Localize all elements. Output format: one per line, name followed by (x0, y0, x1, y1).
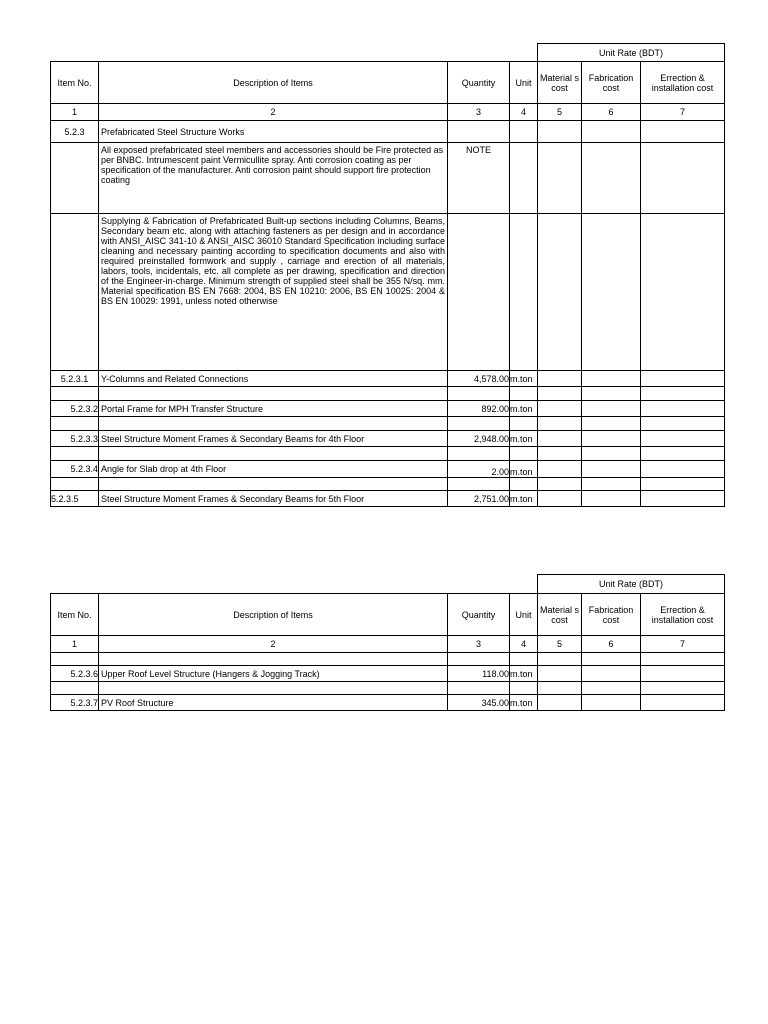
item-description: Steel Structure Moment Frames & Secondary Beams for 5th Floor (99, 491, 448, 507)
note-label: NOTE (448, 143, 510, 214)
table-row (51, 401, 725, 417)
description-header: Description of Items (99, 594, 448, 636)
unit-header: Unit (510, 62, 538, 104)
item-description: Steel Structure Moment Frames & Secondary Beams for 4th Floor (99, 431, 448, 447)
item-unit: m.ton (510, 371, 538, 387)
note-text: All exposed prefabricated steel members and accessories should be Fire protected as per BNBC. Intrumescent paint Vermicullite spray. Anti corrosion coating as per specification of the manufacturer. Anti corrosion paint should support fire protection coating (99, 143, 448, 214)
fabrication-cost-header: Fabrication cost (582, 594, 641, 636)
column-number-row (51, 104, 725, 121)
blank-row (51, 478, 725, 491)
column-header-row (51, 594, 725, 636)
item-quantity: 118.00 (448, 666, 510, 682)
item-no: 5.2.3.1 (51, 371, 99, 387)
item-unit: m.ton (510, 401, 538, 417)
blank-row (51, 387, 725, 401)
item-description: Upper Roof Level Structure (Hangers & Jogging Track) (99, 666, 448, 682)
item-unit: m.ton (510, 431, 538, 447)
unit-rate-header-row (51, 44, 725, 62)
specification-row (51, 214, 725, 371)
item-quantity: 2.00 (448, 461, 510, 478)
fabrication-cost-header: Fabrication cost (582, 62, 641, 104)
section-row (51, 121, 725, 143)
materials-cost-header: Material s cost (538, 594, 582, 636)
item-no: 5.2.3.3 (51, 431, 99, 447)
col-number: 6 (582, 104, 641, 121)
erection-cost-header: Errection & installation cost (641, 594, 725, 636)
table-row (51, 666, 725, 682)
item-no: 5.2.3.6 (51, 666, 99, 682)
col-number: 4 (510, 636, 538, 653)
col-number: 7 (641, 104, 725, 121)
section-title: Prefabricated Steel Structure Works (99, 121, 448, 143)
item-unit: m.ton (510, 695, 538, 711)
note-row (51, 143, 725, 214)
unit-rate-header-row (51, 575, 725, 594)
table-row (51, 695, 725, 711)
table-row (51, 491, 725, 507)
col-number: 7 (641, 636, 725, 653)
quantity-header: Quantity (448, 594, 510, 636)
item-quantity: 2,751.00 (448, 491, 510, 507)
quantity-header: Quantity (448, 62, 510, 104)
table-row (51, 371, 725, 387)
item-quantity: 345.00 (448, 695, 510, 711)
item-quantity: 892.00 (448, 401, 510, 417)
column-header-row (51, 62, 725, 104)
item-no: 5.2.3.2 (51, 401, 99, 417)
blank-row (51, 653, 725, 666)
item-description: Y-Columns and Related Connections (99, 371, 448, 387)
section-item-no: 5.2.3 (51, 121, 99, 143)
item-unit: m.ton (510, 491, 538, 507)
item-description: PV Roof Structure (99, 695, 448, 711)
col-number: 2 (99, 104, 448, 121)
col-number: 1 (51, 104, 99, 121)
item-unit: m.ton (510, 666, 538, 682)
col-number: 6 (582, 636, 641, 653)
column-number-row (51, 636, 725, 653)
item-no: 5.2.3.4 (51, 461, 99, 478)
col-number: 3 (448, 636, 510, 653)
item-description: Angle for Slab drop at 4th Floor (99, 461, 448, 478)
blank-row (51, 447, 725, 461)
unit-rate-header: Unit Rate (BDT) (538, 44, 725, 62)
erection-cost-header: Errection & installation cost (641, 62, 725, 104)
boq-table-2 (50, 574, 725, 711)
materials-cost-header: Material s cost (538, 62, 582, 104)
col-number: 1 (51, 636, 99, 653)
description-header: Description of Items (99, 62, 448, 104)
item-quantity: 2,948.00 (448, 431, 510, 447)
table-row (51, 461, 725, 478)
item-description: Portal Frame for MPH Transfer Structure (99, 401, 448, 417)
blank-row (51, 417, 725, 431)
table-row (51, 431, 725, 447)
col-number: 2 (99, 636, 448, 653)
col-number: 5 (538, 104, 582, 121)
item-no-header: Item No. (51, 62, 99, 104)
col-number: 5 (538, 636, 582, 653)
boq-table-1 (50, 43, 725, 507)
item-no: 5.2.3.5 (51, 491, 99, 507)
unit-header: Unit (510, 594, 538, 636)
specification-text: Supplying & Fabrication of Prefabricated Built-up sections including Columns, Beams, Secondary beam etc. along with attaching fasteners as per design and in accordance with ANSI_AISC 341-10 & ANSI_AISC 36010 Standard Specification including surface cleaning and necessary painting according to specification documents and also with required preinstalled formwork and supply , carriage and erection of all materials, labors, tools, incidentals, etc. all complete as per drawing, specification and direction of the Engineer-in-charge. Minimum strength of supplied steel shall be 355 N/sq. mm. Material specification BS EN 7668: 2004, BS EN 10210: 2006, BS EN 10025: 2004 & BS EN 10029: 1991, unless noted otherwise (99, 214, 448, 371)
item-no: 5.2.3.7 (51, 695, 99, 711)
col-number: 3 (448, 104, 510, 121)
unit-rate-header: Unit Rate (BDT) (538, 575, 725, 594)
item-unit: m.ton (510, 461, 538, 478)
item-no-header: Item No. (51, 594, 99, 636)
item-quantity: 4,578.00 (448, 371, 510, 387)
blank-row (51, 682, 725, 695)
col-number: 4 (510, 104, 538, 121)
